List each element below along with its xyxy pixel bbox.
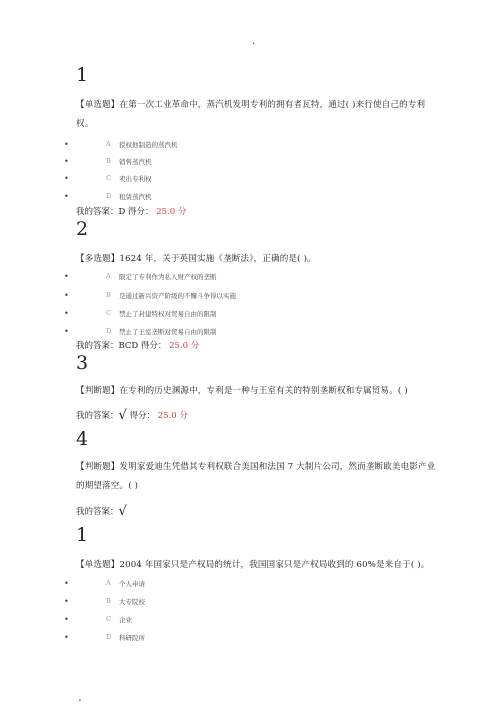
option-text: 个人申请 [119,580,145,588]
option-text: 企业 [119,616,132,624]
option-letter: C [106,174,111,182]
question-text: 【单选题】2004 年国家只是产权局的统计，我国国家只是产权局收到的 60%是来自于( )。 [76,560,430,570]
option-letter: A [106,579,111,587]
question-text: 【单选题】在第一次工业革命中，蒸汽机发明专利的拥有者瓦特，通过( )来行使自己的专利权。 [76,100,426,129]
option-letter: B [106,157,111,165]
answer-label: 我的答案：BCD 得分： [76,341,167,351]
option-text: 是通过新兴资产阶级的不懈斗争得以实施 [119,292,236,300]
bullet-icon: • [64,615,69,624]
option-letter: D [106,633,112,641]
bullet-icon: • [64,272,69,281]
section-number: 2 [76,218,89,240]
option-letter: C [106,309,111,317]
option-letter: D [106,327,112,335]
score-value: 25.0 分 [157,411,188,421]
bullet-icon: • [64,579,69,588]
footer-mark: . [78,690,82,704]
option-letter: A [106,272,111,280]
score-label: 得分： [129,411,156,421]
option-text: 租赁蒸汽机 [119,193,152,201]
bullet-icon: • [64,291,69,300]
option-letter: B [106,597,111,605]
option-text: 科研院所 [119,634,145,642]
bullet-icon: • [64,174,69,183]
option-text: 卖出专利权 [119,175,152,183]
checkmark-icon: √ [118,408,127,423]
answer-line [76,205,186,217]
answer-label: 我的答案： [76,411,119,421]
section-number: 1 [76,64,89,86]
section-number: 3 [76,352,89,374]
question-text: 【多选题】1624 年，关于英国实施《垄断法》，正确的是( )。 [76,254,316,264]
answer-line [76,409,188,421]
bullet-icon: • [64,309,69,318]
checkmark-icon: √ [118,504,127,519]
option-letter: C [106,615,111,623]
option-letter: A [106,140,111,148]
question-text: 【判断题】在专利的历史渊源中，专利是一种与王室有关的特别垄断权和专属贸易。( ) [76,386,408,396]
bullet-icon: • [64,157,69,166]
bullet-icon: • [64,192,69,201]
score-value: 25.0 分 [156,207,187,217]
bullet-icon: • [64,140,69,149]
option-text: 限定了专利作为私人财产权的垄断 [119,273,217,281]
option-text: 禁止了王室垄断对贸易自由的限制 [119,328,217,336]
option-text: 大专院校 [119,598,145,606]
option-text: 禁止了封建特权对贸易自由的限制 [119,310,217,318]
bullet-icon: • [64,597,69,606]
option-letter: B [106,291,111,299]
option-text: 销售蒸汽机 [119,158,152,166]
option-text: 授权他制造的蒸汽机 [119,141,178,149]
section-number: 4 [76,428,89,450]
answer-line [76,339,199,351]
answer-line [76,505,127,517]
question-text: 【判断题】发明家爱迪生凭借其专利权联合美国和法国 7 大制片公司，然而垄断欧美电影产业的期望落空。( ) [76,462,436,491]
header-mark: . [252,36,256,47]
option-letter: D [106,192,112,200]
answer-label: 我的答案：D 得分： [76,207,154,217]
score-value: 25.0 分 [169,341,200,351]
answer-label: 我的答案： [76,507,119,517]
bullet-icon: • [64,633,69,642]
section-number: 1 [76,524,89,546]
bullet-icon: • [64,327,69,336]
